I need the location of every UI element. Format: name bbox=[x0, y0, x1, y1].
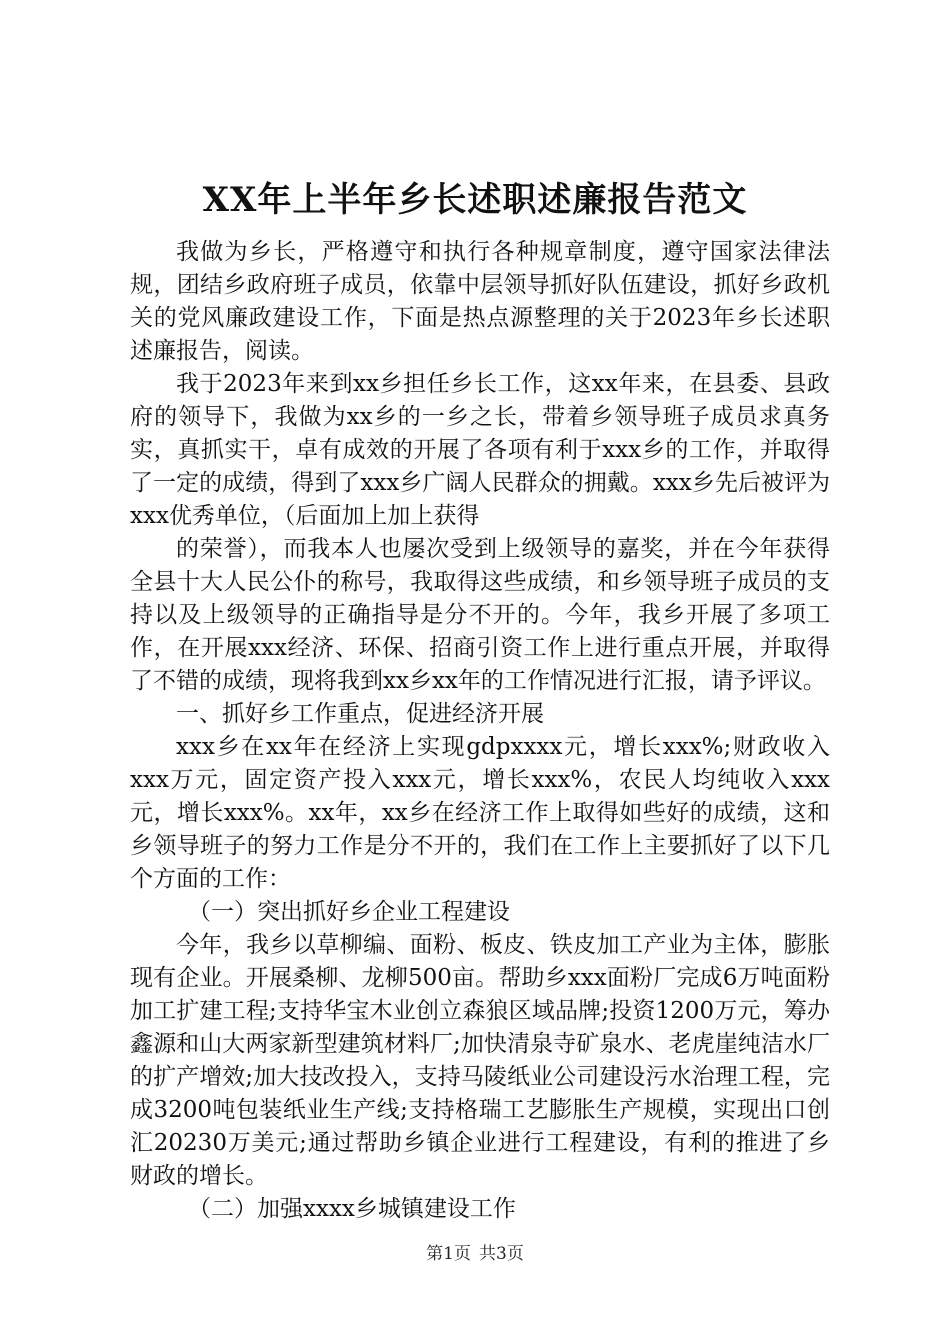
subsection-heading-1: （一）突出抓好乡企业工程建设 bbox=[188, 899, 510, 925]
body-paragraph-1: 我于2023年来到xx乡担任乡长工作，这xx年来，在县委、县政府的领导下，我做为xx乡的一乡之长，带着乡领导班子成员求真务实，真抓实干，卓有成效的开展了各项有利于xxx乡的工作，并取得了一定的成绩，得到了xxx乡广阔人民群众的拥戴。xxx乡先后被评为xxx优秀单位，（后面加上加上获得 bbox=[130, 371, 830, 529]
body-paragraph-3: xxx乡在xx年在经济上实现gdpxxxx元，增长xxx%;财政收入xxx万元，固定资产投入xxx元，增长xxx%，农民人均纯收入xxx元，增长xxx%。xx年，xx乡在经济工作上取得如些好的成绩，这和乡领导班子的努力工作是分不开的，我们在工作上主要抓好了以下几个方面的工作： bbox=[130, 734, 830, 892]
intro-paragraph: 我做为乡长，严格遵守和执行各种规章制度，遵守国家法律法规，团结乡政府班子成员，依靠中层领导抓好队伍建设，抓好乡政机关的党风廉政建设工作，下面是热点源整理的关于2023年乡长述职述廉报告，阅读。 bbox=[130, 239, 830, 364]
document-title: XX年上半年乡长述职述廉报告范文 bbox=[202, 180, 748, 220]
body-paragraph-2: 的荣誉），而我本人也屡次受到上级领导的嘉奖，并在今年获得全县十大人民公仆的称号，我取得这些成绩，和乡领导班子成员的支持以及上级领导的正确指导是分不开的。今年，我乡开展了多项工作，在开展xxx经济、环保、招商引资工作上进行重点开展，并取得了不错的成绩，现将我到xx乡xx年的工作情况进行汇报，请予评议。 bbox=[130, 536, 830, 694]
page-footer bbox=[0, 1243, 950, 1265]
section-heading-1: 一、抓好乡工作重点，促进经济开展 bbox=[176, 701, 544, 727]
document-body bbox=[130, 236, 830, 1226]
page-number: 第1页 bbox=[426, 1244, 471, 1264]
body-paragraph-4: 今年，我乡以草柳编、面粉、板皮、铁皮加工产业为主体，膨胀现有企业。开展桑柳、龙柳500亩。帮助乡xxx面粉厂完成6万吨面粉加工扩建工程;支持华宝木业创立森狼区域品牌;投资1200万元，筹办鑫源和山大两家新型建筑材料厂;加快清泉寺矿泉水、老虎崖纯洁水厂的扩产增效;加大技改投入，支持马陵纸业公司建设污水治理工程，完成3200吨包装纸业生产线;支持格瑞工艺膨胀生产规模，实现出口创汇20230万美元;通过帮助乡镇企业进行工程建设，有利的推进了乡财政的增长。 bbox=[130, 932, 830, 1189]
subsection-heading-2: （二）加强xxxx乡城镇建设工作 bbox=[188, 1196, 516, 1222]
page-total: 共3页 bbox=[479, 1244, 524, 1264]
